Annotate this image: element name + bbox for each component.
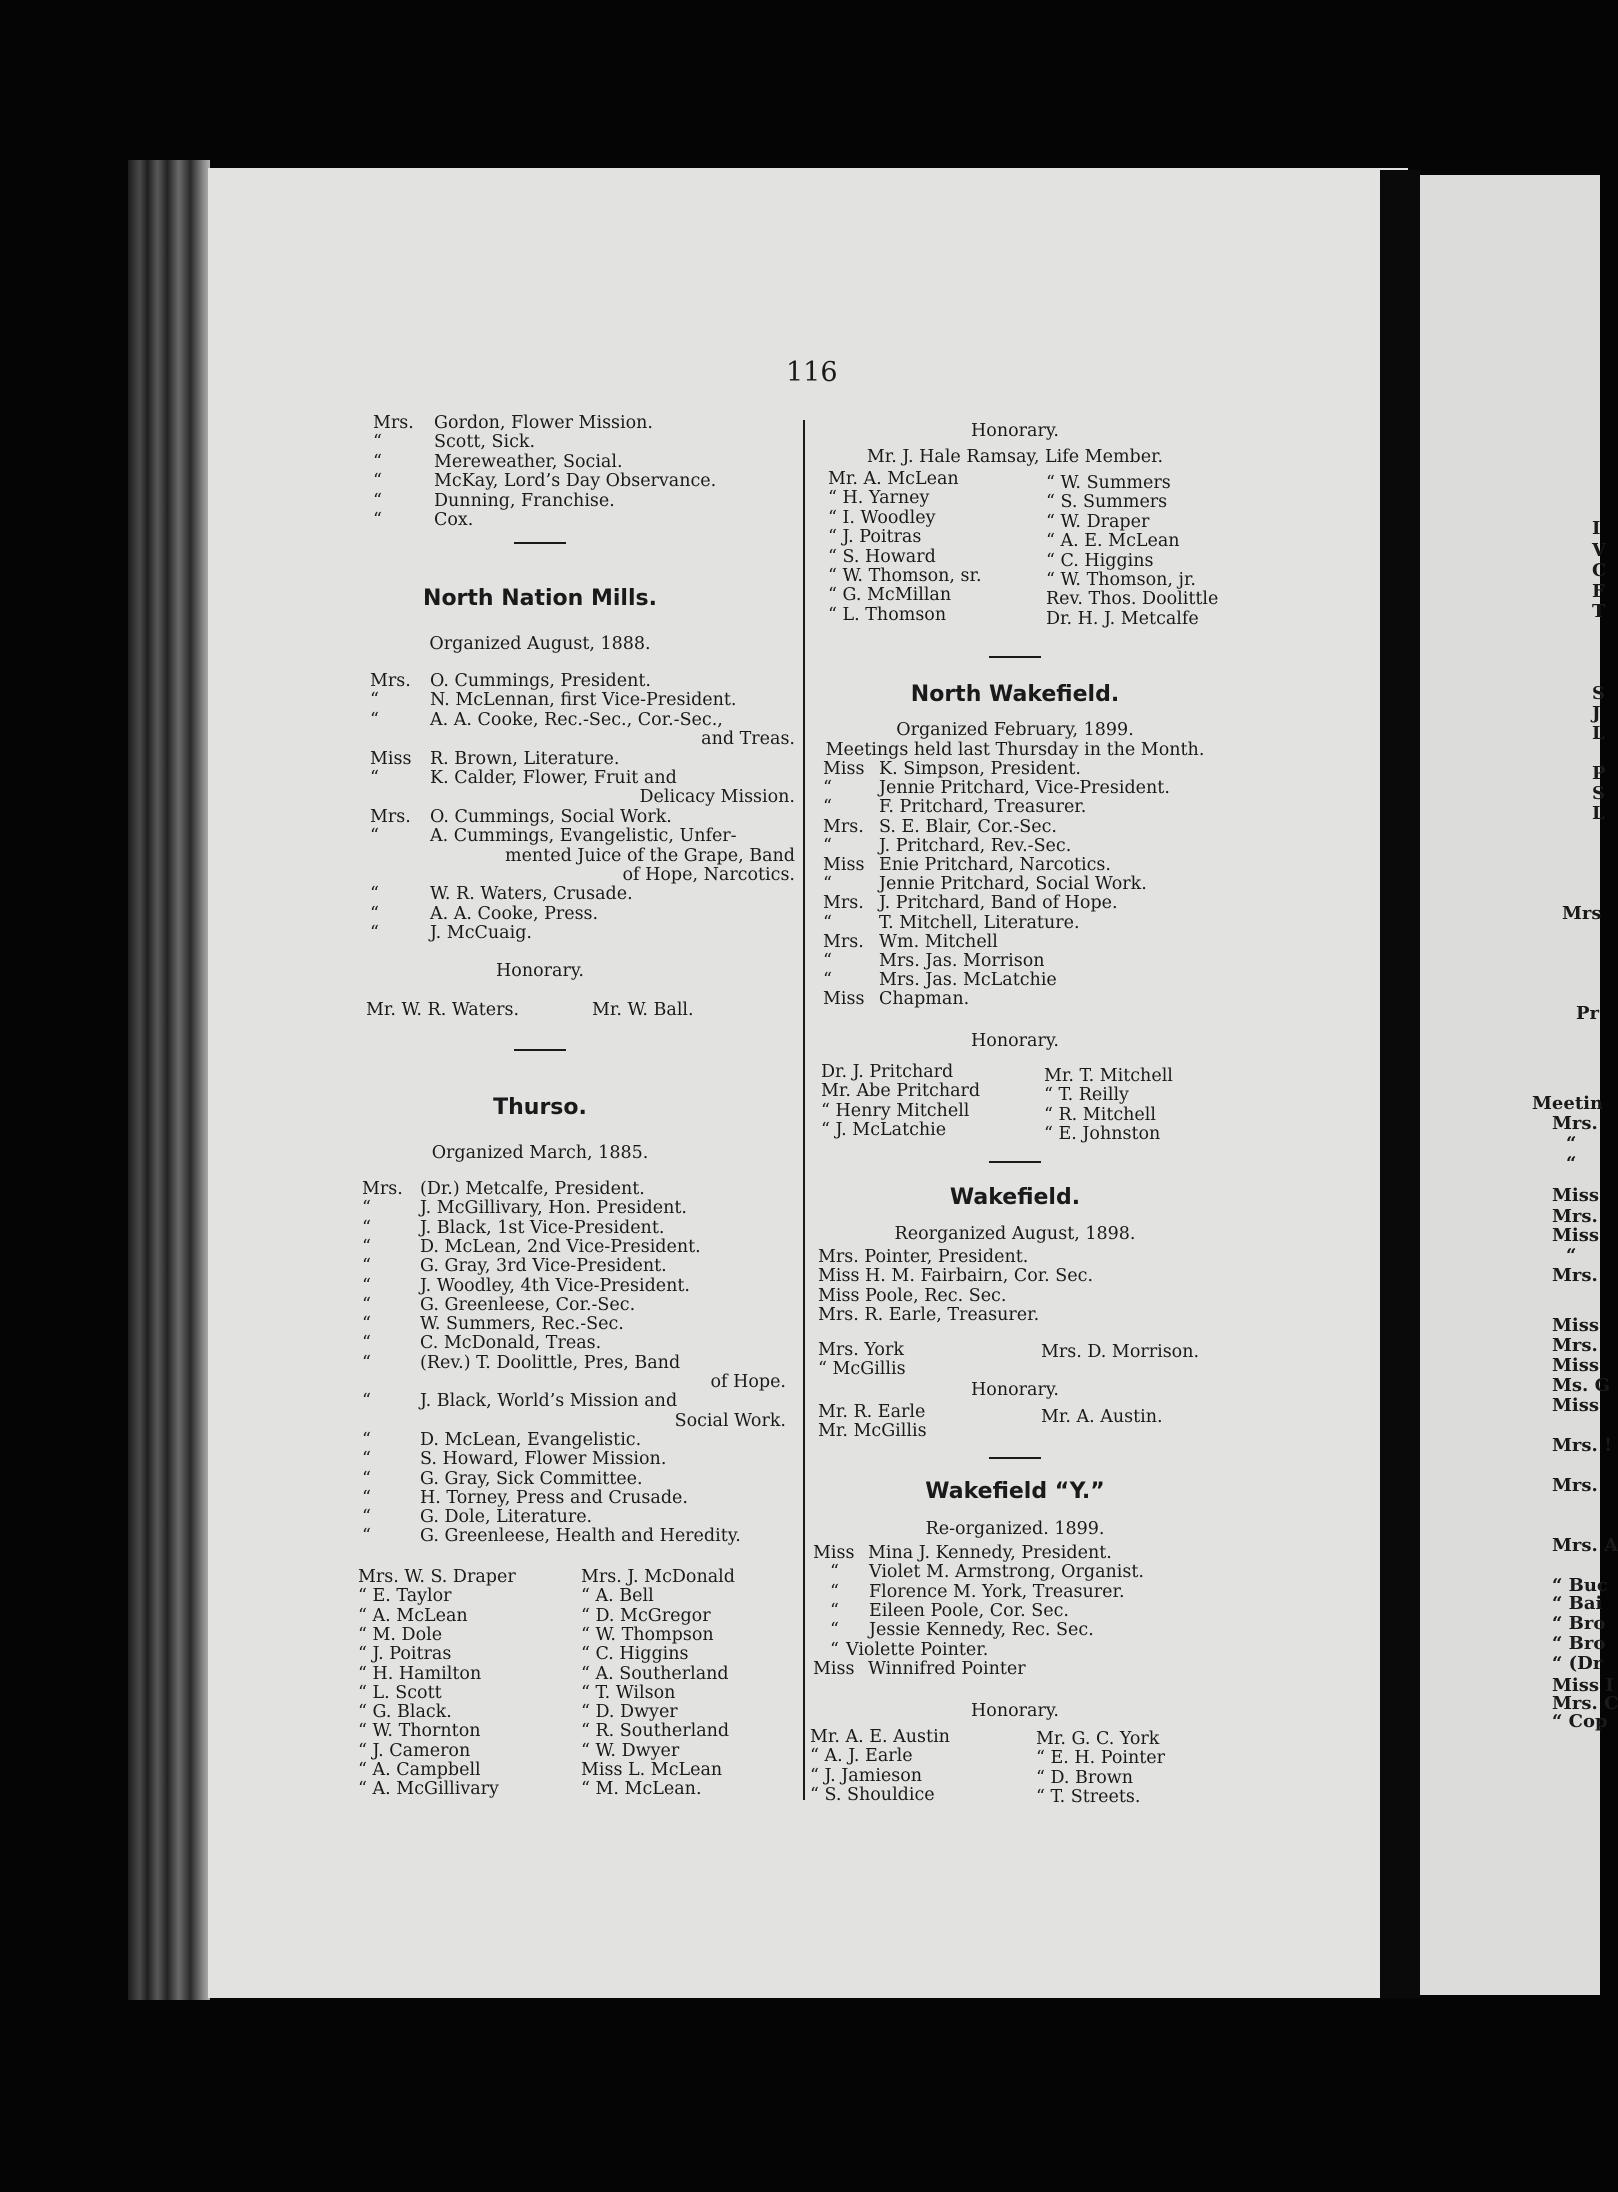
member-name: “ M. McLean. — [581, 1779, 702, 1800]
officer-prefix: “ — [362, 1333, 371, 1354]
honorary-member: Mr. Abe Pritchard — [821, 1081, 981, 1102]
next-page-text-fragment: “ — [1566, 1245, 1577, 1266]
intro-line: McKay, Lord’s Day Observance. — [434, 471, 717, 492]
officer-line: Miss H. M. Fairbairn, Cor. Sec. — [818, 1266, 1094, 1287]
officer-prefix: “ — [362, 1507, 371, 1528]
officer-prefix: “ — [830, 1600, 839, 1621]
officer-prefix: Miss — [823, 855, 865, 875]
honorary-member: Dr. J. Pritchard — [821, 1062, 954, 1082]
officer-prefix: “ — [370, 768, 379, 788]
officer-prefix: “ — [362, 1314, 371, 1335]
next-page-text-fragment: C — [1592, 560, 1607, 581]
officer-line: Florence M. York, Treasurer. — [869, 1581, 1125, 1602]
officer-prefix: Mrs. — [823, 931, 864, 952]
officer-line: of Hope. — [710, 1372, 786, 1392]
officer-line: A. A. Cooke, Press. — [430, 903, 599, 924]
member-name: “ W. Thornton — [358, 1721, 481, 1742]
officer-prefix: Mrs. — [823, 816, 864, 837]
officer-prefix: “ — [830, 1620, 839, 1641]
officer-line: G. Gray, Sick Committee. — [420, 1468, 643, 1489]
honorary-member: “ J. Poitras — [828, 527, 922, 548]
officer-line: F. Pritchard, Treasurer. — [879, 797, 1087, 818]
honorary-member: “ S. Howard — [828, 546, 936, 567]
next-page-text-fragment: “ Bro — [1552, 1613, 1606, 1634]
member-name: “ A. Bell — [581, 1586, 654, 1607]
officer-line: J. Pritchard, Rev.-Sec. — [879, 835, 1072, 856]
next-page-text-fragment: Miss I — [1552, 1675, 1614, 1696]
officer-line: Enie Pritchard, Narcotics. — [879, 855, 1111, 875]
next-page-text-fragment: Mrs. — [1552, 1265, 1598, 1286]
section-divider — [989, 1457, 1041, 1459]
intro-prefix: “ — [373, 510, 382, 530]
honorary-member: “ E. H. Pointer — [1036, 1748, 1166, 1769]
officer-prefix: “ — [370, 903, 379, 924]
intro-prefix: “ — [373, 471, 382, 492]
officer-line: Social Work. — [674, 1410, 786, 1431]
honorary-member: “ J. Jamieson — [810, 1765, 923, 1786]
honorary-member: Mr. W. Ball. — [592, 1000, 694, 1020]
next-page-text-fragment: “ — [1566, 1153, 1577, 1174]
member-name: “ J. Cameron — [358, 1740, 471, 1761]
officer-line: Mina J. Kennedy, President. — [868, 1543, 1112, 1563]
officer-line: W. R. Waters, Crusade. — [430, 884, 633, 905]
officer-line: S. E. Blair, Cor.-Sec. — [879, 816, 1057, 837]
honorary-member: “ I. Woodley — [828, 507, 936, 528]
honorary-label: Honorary. — [971, 1031, 1059, 1051]
honorary-member: Mr. R. Earle — [818, 1402, 926, 1422]
next-page-text-fragment: L — [1592, 723, 1605, 744]
honorary-member: “ W. Thomson, jr. — [1046, 570, 1196, 590]
next-page-fragment — [1420, 175, 1618, 1995]
officer-line: R. Brown, Literature. — [430, 748, 620, 769]
officer-line: of Hope, Narcotics. — [622, 865, 795, 885]
section-title: North Wakefield. — [910, 682, 1120, 707]
organized-date: Organized August, 1888. — [429, 634, 651, 654]
honorary-member: “ D. Brown — [1036, 1767, 1134, 1788]
officer-line: J. McCuaig. — [430, 923, 532, 944]
next-page-text-fragment: V — [1592, 540, 1606, 561]
intro-prefix: “ — [373, 490, 382, 511]
officer-prefix: “ — [362, 1391, 371, 1412]
officer-prefix: “ — [370, 826, 379, 847]
officer-line: S. Howard, Flower Mission. — [420, 1449, 667, 1470]
honorary-member: Mr. A. Austin. — [1041, 1407, 1163, 1427]
intro-line: Dunning, Franchise. — [434, 490, 615, 511]
member-name: “ C. Higgins — [581, 1644, 689, 1665]
honorary-member: “ E. Johnston — [1044, 1123, 1161, 1144]
honorary-member: “ A. J. Earle — [810, 1746, 913, 1767]
officer-line: Mrs. Pointer, President. — [818, 1247, 1029, 1267]
member-name: “ T. Wilson — [581, 1682, 676, 1703]
section-divider — [514, 1049, 566, 1051]
next-page-text-fragment: T — [1592, 601, 1606, 622]
officer-line: D. McLean, 2nd Vice-President. — [420, 1236, 701, 1257]
book-spine-edge — [128, 160, 210, 2000]
officer-prefix: “ — [823, 874, 832, 895]
member-name: “ A. Campbell — [358, 1760, 481, 1780]
member-name: “ W. Thompson — [581, 1624, 714, 1645]
next-page-text-fragment: Mrs — [1562, 903, 1602, 924]
officer-line: Mrs. Jas. McLatchie — [879, 970, 1057, 991]
officer-line: (Rev.) T. Doolittle, Pres, Band — [420, 1352, 681, 1373]
meetings-note: Meetings held last Thursday in the Month. — [825, 740, 1205, 760]
officer-line: mented Juice of the Grape, Band — [504, 845, 795, 866]
officer-line: Miss Poole, Rec. Sec. — [818, 1285, 1007, 1306]
honorary-member: “ W. Summers — [1046, 473, 1171, 493]
officer-prefix: Mrs. — [370, 806, 411, 827]
officer-line: and Treas. — [701, 729, 795, 750]
officer-line: G. Dole, Literature. — [420, 1507, 593, 1528]
honorary-member: “ R. Mitchell — [1044, 1104, 1156, 1125]
officer-prefix: “ — [823, 835, 832, 856]
officer-line: Jennie Pritchard, Social Work. — [879, 874, 1147, 895]
officer-prefix: “ — [362, 1487, 371, 1508]
officer-prefix: “ — [370, 709, 379, 730]
next-page-text-fragment: Meetin — [1532, 1093, 1604, 1114]
honorary-member: “ J. McLatchie — [821, 1119, 947, 1140]
next-page-text-fragment: Mrs. — [1552, 1475, 1598, 1496]
member-name: “ H. Hamilton — [358, 1663, 482, 1684]
member-name: Mrs. J. McDonald — [581, 1567, 735, 1587]
section-title: Wakefield “Y.” — [925, 1479, 1105, 1504]
officer-prefix: Mrs. — [370, 671, 411, 691]
next-page-text-fragment: “ — [1566, 1133, 1577, 1154]
next-page-text-fragment: Mrs. — [1552, 1113, 1598, 1134]
officer-line: Violet M. Armstrong, Organist. — [869, 1562, 1144, 1583]
honorary-member: “ T. Streets. — [1036, 1786, 1141, 1807]
organized-date: Organized February, 1899. — [896, 720, 1134, 740]
officer-prefix: “ — [362, 1198, 371, 1219]
honorary-member: “ G. McMillan — [828, 585, 952, 606]
honorary-member: “ W. Draper — [1046, 511, 1150, 532]
honorary-member: “ C. Higgins — [1046, 550, 1154, 571]
officer-line: (Dr.) Metcalfe, President. — [420, 1179, 645, 1199]
officer-line: G. Greenleese, Health and Heredity. — [420, 1526, 741, 1547]
member-name: “ L. Scott — [358, 1682, 442, 1703]
next-page-text-fragment: J — [1592, 703, 1601, 724]
officer-line: Violette Pointer. — [846, 1639, 989, 1660]
officer-line: O. Cummings, President. — [430, 671, 651, 691]
member-name: “ J. Poitras — [358, 1644, 452, 1665]
officer-line: Delicacy Mission. — [639, 787, 795, 808]
member-name: “ E. Taylor — [358, 1586, 452, 1607]
section-title: Wakefield. — [949, 1185, 1081, 1210]
officer-prefix: “ — [830, 1562, 839, 1583]
officer-prefix: “ — [830, 1581, 839, 1602]
officer-prefix: Miss — [370, 748, 412, 769]
honorary-member: Mr. W. R. Waters. — [366, 1000, 520, 1020]
officer-line: A. Cummings, Evangelistic, Unfer- — [430, 826, 737, 847]
member-name: “ R. Southerland — [581, 1721, 730, 1742]
honorary-member: Mr. G. C. York — [1036, 1729, 1160, 1749]
officer-prefix: “ — [823, 970, 832, 991]
honorary-member: Dr. H. J. Metcalfe — [1046, 608, 1199, 629]
member-name: “ M. Dole — [358, 1624, 443, 1645]
intro-prefix: “ — [373, 432, 382, 453]
officer-prefix: “ — [362, 1468, 371, 1489]
intro-line: Scott, Sick. — [434, 432, 536, 453]
member-name: “ A. Southerland — [581, 1663, 729, 1684]
section-divider — [514, 542, 566, 544]
officer-line: D. McLean, Evangelistic. — [420, 1429, 642, 1450]
officer-line: G. Gray, 3rd Vice-President. — [420, 1256, 667, 1277]
officer-prefix: Miss — [813, 1543, 855, 1563]
honorary-member: Mr. McGillis — [818, 1421, 927, 1442]
member-name: Mrs. W. S. Draper — [358, 1567, 516, 1587]
officer-line: K. Simpson, President. — [879, 759, 1081, 779]
officer-line: J. Pritchard, Band of Hope. — [879, 893, 1118, 914]
intro-prefix: “ — [373, 451, 382, 472]
officer-prefix: “ — [823, 912, 832, 933]
next-page-text-fragment: Miss — [1552, 1185, 1600, 1206]
honorary-label: Honorary. — [971, 421, 1059, 441]
officer-prefix: Mrs. — [362, 1179, 403, 1199]
officer-prefix: “ — [362, 1294, 371, 1315]
officer-line: Chapman. — [879, 989, 970, 1010]
officer-line: Mrs. Jas. Morrison — [879, 951, 1045, 971]
officer-line: N. McLennan, first Vice-President. — [430, 690, 737, 711]
organized-date: Organized March, 1885. — [431, 1143, 649, 1163]
next-page-text-fragment: Pr — [1576, 1003, 1600, 1024]
member-name: Mrs. D. Morrison. — [1041, 1342, 1200, 1362]
page-number: 116 — [786, 357, 838, 388]
officer-prefix: “ — [362, 1352, 371, 1373]
member-name: “ W. Dwyer — [581, 1740, 680, 1761]
officer-prefix: “ — [362, 1449, 371, 1470]
honorary-label: Honorary. — [971, 1701, 1059, 1721]
organized-date: Re-organized. 1899. — [925, 1519, 1105, 1539]
next-page-text-fragment: Mrs. C — [1552, 1693, 1618, 1714]
officer-line: J. McGillivary, Hon. President. — [420, 1198, 687, 1219]
officer-line: Winnifred Pointer — [868, 1658, 1026, 1679]
honorary-member: “ S. Summers — [1046, 492, 1168, 513]
next-page-text-fragment: Miss — [1552, 1225, 1600, 1246]
honorary-member: Mr. T. Mitchell — [1044, 1066, 1173, 1086]
section-title: North Nation Mills. — [423, 586, 657, 611]
officer-prefix: Miss — [823, 989, 865, 1010]
next-page-text-fragment: “ Buc — [1552, 1575, 1608, 1596]
section-divider — [989, 1161, 1041, 1163]
officer-line: K. Calder, Flower, Fruit and — [430, 768, 677, 788]
officer-line: A. A. Cooke, Rec.-Sec., Cor.-Sec., — [430, 709, 723, 730]
officer-line: T. Mitchell, Literature. — [879, 912, 1080, 933]
next-page-text-fragment: “ Bai — [1552, 1593, 1603, 1614]
officer-line: G. Greenleese, Cor.-Sec. — [420, 1294, 636, 1315]
member-name: “ A. McLean — [358, 1605, 468, 1626]
member-name: “ G. Black. — [358, 1702, 452, 1723]
officer-prefix: Miss — [813, 1658, 855, 1679]
officer-line: Jennie Pritchard, Vice-President. — [879, 778, 1170, 799]
officer-line: J. Woodley, 4th Vice-President. — [420, 1275, 690, 1296]
officer-line: O. Cummings, Social Work. — [430, 806, 672, 827]
honorary-member: Mr. A. McLean — [828, 469, 959, 489]
honorary-member: “ T. Reilly — [1044, 1085, 1129, 1106]
next-page-text-fragment: “ Bro — [1552, 1633, 1606, 1654]
member-name: Miss L. McLean — [581, 1760, 723, 1780]
officer-line: C. McDonald, Treas. — [420, 1333, 602, 1354]
page-gutter — [1380, 170, 1420, 1998]
officer-prefix: “ — [362, 1526, 371, 1547]
section-title: Thurso. — [493, 1095, 587, 1120]
column-divider — [803, 420, 805, 1800]
officer-prefix: “ — [370, 690, 379, 711]
officer-line: Jessie Kennedy, Rec. Sec. — [869, 1620, 1094, 1641]
section-divider — [989, 656, 1041, 658]
officer-line: Eileen Poole, Cor. Sec. — [869, 1600, 1069, 1621]
member-name: “ D. McGregor — [581, 1605, 711, 1626]
next-page-text-fragment: P — [1592, 763, 1606, 784]
officer-line: H. Torney, Press and Crusade. — [420, 1487, 688, 1508]
intro-line: Gordon, Flower Mission. — [434, 413, 653, 433]
officer-line: J. Black, World’s Mission and — [420, 1391, 678, 1412]
honorary-member: “ S. Shouldice — [810, 1784, 935, 1805]
next-page-text-fragment: “ (Dr — [1552, 1653, 1603, 1674]
officer-prefix: “ — [362, 1256, 371, 1277]
next-page-text-fragment: L — [1592, 803, 1605, 824]
member-name: “ A. McGillivary — [358, 1779, 499, 1800]
honorary-member: “ A. E. McLean — [1046, 531, 1180, 552]
honorary-member: “ L. Thomson — [828, 604, 947, 625]
officer-prefix: Mrs. — [823, 893, 864, 914]
honorary-label: Honorary. — [496, 961, 584, 981]
honorary-member: Mr. A. E. Austin — [810, 1727, 950, 1747]
next-page-text-fragment: S — [1592, 783, 1605, 804]
next-page-text-fragment: Miss — [1552, 1395, 1600, 1416]
officer-prefix: “ — [370, 923, 379, 944]
officer-prefix: “ — [823, 778, 832, 799]
honorary-label: Honorary. — [971, 1380, 1059, 1400]
officer-prefix: “ — [823, 951, 832, 971]
officer-prefix: “ — [830, 1639, 839, 1660]
officer-prefix: “ — [362, 1217, 371, 1238]
officer-prefix: “ — [362, 1429, 371, 1450]
next-page-text-fragment: Mrs. ! — [1552, 1435, 1612, 1456]
officer-line: Mrs. R. Earle, Treasurer. — [818, 1304, 1040, 1325]
officer-prefix: Miss — [823, 759, 865, 779]
organized-date: Reorganized August, 1898. — [894, 1224, 1136, 1244]
honorary-member: “ Henry Mitchell — [821, 1100, 970, 1121]
officer-line: W. Summers, Rec.-Sec. — [420, 1314, 624, 1335]
officer-prefix: “ — [362, 1236, 371, 1257]
honorary-member: “ H. Yarney — [828, 488, 930, 509]
next-page-text-fragment: S — [1592, 683, 1605, 704]
member-name: “ McGillis — [818, 1359, 906, 1380]
next-page-text-fragment: Mrs. — [1552, 1206, 1598, 1227]
next-page-text-fragment: I — [1592, 518, 1601, 539]
member-name: “ D. Dwyer — [581, 1702, 678, 1723]
honorary-member: “ W. Thomson, sr. — [828, 566, 982, 586]
intro-line: Cox. — [434, 510, 474, 530]
life-member: Mr. J. Hale Ramsay, Life Member. — [866, 447, 1164, 467]
intro-prefix: Mrs. — [373, 413, 414, 433]
next-page-text-fragment: Mrs. A — [1552, 1535, 1618, 1556]
intro-line: Mereweather, Social. — [434, 451, 623, 472]
member-name: Mrs. York — [818, 1340, 904, 1360]
officer-prefix: “ — [823, 797, 832, 818]
honorary-member: Rev. Thos. Doolittle — [1046, 589, 1219, 610]
officer-line: Wm. Mitchell — [879, 931, 998, 952]
next-page-text-fragment: Mrs. — [1552, 1335, 1598, 1356]
officer-prefix: “ — [362, 1275, 371, 1296]
next-page-text-fragment: Miss — [1552, 1315, 1600, 1336]
next-page-text-fragment: Miss — [1552, 1355, 1600, 1376]
officer-line: J. Black, 1st Vice-President. — [420, 1217, 665, 1238]
next-page-text-fragment: “ Cop — [1552, 1711, 1608, 1732]
officer-prefix: “ — [370, 884, 379, 905]
next-page-text-fragment: F — [1592, 581, 1605, 602]
next-page-text-fragment: Ms. G — [1552, 1375, 1610, 1396]
